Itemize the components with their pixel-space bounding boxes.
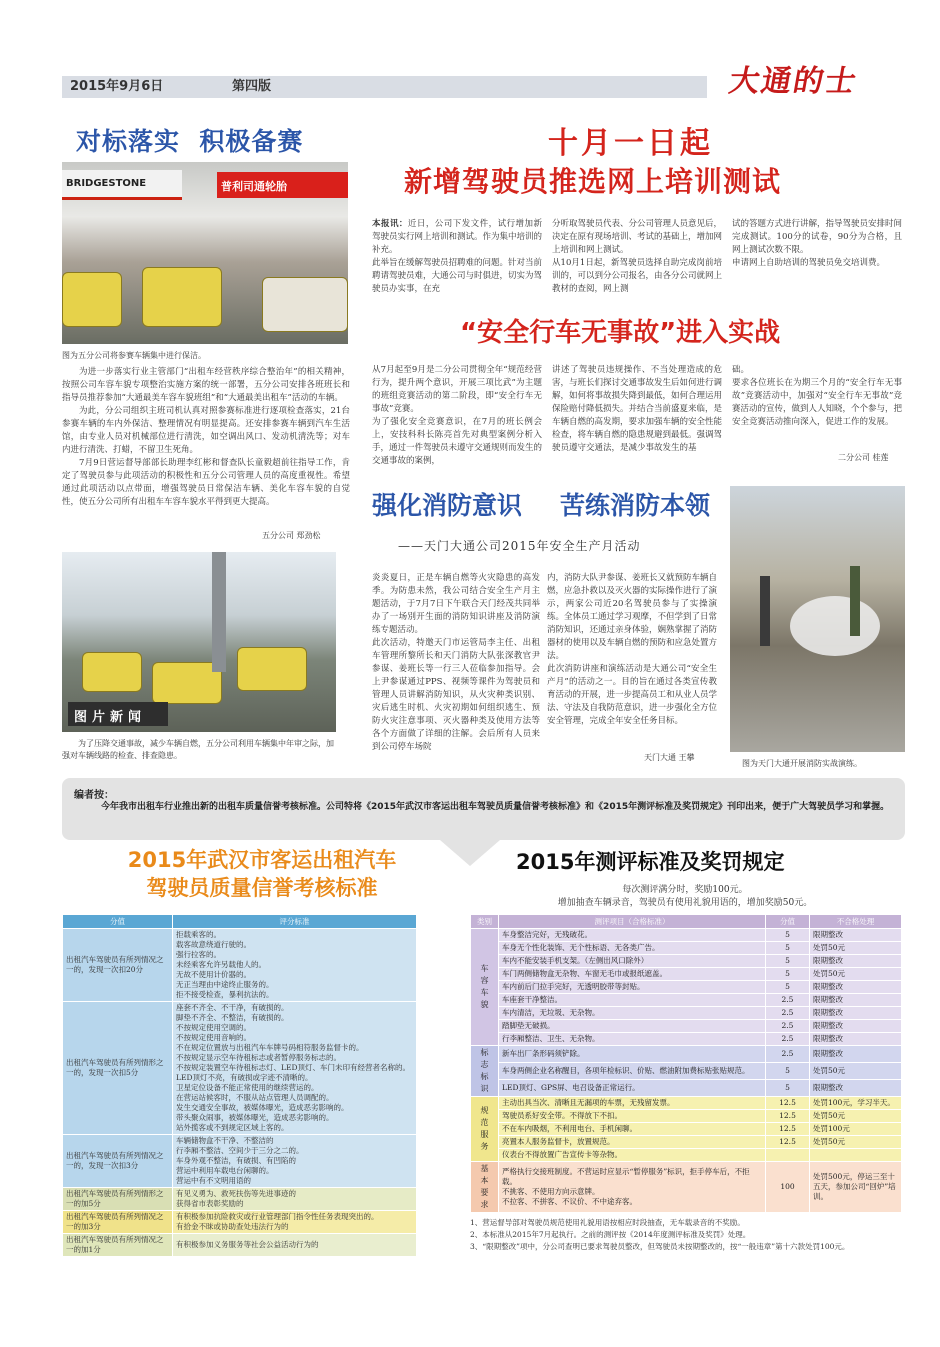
- article1-paragraph: 为此，分公司组织主班司机认真对照参赛标准进行逐项检查落实，21台参赛车辆的车内外保洁、整理情况有明显提高。还安排参赛车辆到汽车生活馆，由专业人员对机械部位进行清洗，如空调出风口、发动机清洗等；对车内进行清洗、打蜡，不留卫生死角。: [62, 406, 350, 455]
- photo-news-caption: 为了压降交通事故，减少车辆自燃，五分公司利用车辆集中年审之际，加强对车辆线路的检查、排查隐患。: [62, 739, 334, 760]
- row-category: 出租汽车驾驶员有所列情况之一的加1分: [63, 1234, 173, 1257]
- row-items: 车辆储物盒不干净、不整洁的 行李厢不整洁、空间少于三分之二的。 车身外观不整洁，有破损、有凹陷的 营运中利用车载电台闲聊的。 营运中有不文明用语的: [173, 1135, 417, 1188]
- article4-photo: [730, 486, 905, 752]
- photo-news-image: [62, 552, 336, 732]
- table-row: [471, 1110, 902, 1123]
- table-row: [471, 1162, 902, 1213]
- table-row: [471, 968, 902, 981]
- row-score: 12.5: [766, 1097, 810, 1110]
- right-section-intro: 每次测评满分时，奖励100元。 增加抽查车辆录音，驾驶员有使用礼貌用语的，增加奖励50元。: [557, 885, 813, 908]
- article1-paragraph: 7月9日营运督导部部长助理李红彬和督查队长童毅超前往指导工作，肯定了驾驶员参与此项活动的积极性和五分公司管理人员的高度重视性。希望通过此项活动以点带面，增强驾驶员日常保洁车辆、美化车容车貌的自觉性，使五分公司所有出租车车容车貌水平得到更大提高。: [62, 458, 350, 507]
- row-item: 车内前后门拉手完好，无透明胶带等封贴。: [499, 981, 766, 994]
- row-item: 车门两侧储物盒无杂物、车窗无毛巾或报纸遮盖。: [499, 968, 766, 981]
- row-category: 出租汽车驾驶员有所列情况之一的加3分: [63, 1211, 173, 1234]
- row-penalty: 限期整改: [810, 1080, 902, 1097]
- row-score: 12.5: [766, 1123, 810, 1136]
- row-item: 车内清洁，无垃圾、无杂物。: [499, 1007, 766, 1020]
- row-score: 5: [766, 968, 810, 981]
- row-category: 基 本 要 求: [471, 1162, 499, 1213]
- row-penalty: 处罚100元: [810, 1123, 902, 1136]
- editor-note-label: 编者按：: [74, 790, 114, 801]
- table-row: [63, 1211, 417, 1234]
- article4-title-b: 苦练消防本领: [560, 491, 711, 520]
- row-score: 5: [766, 955, 810, 968]
- table-header: 评分标准: [173, 915, 417, 929]
- article1-byline: 五分公司 郑劲松: [262, 531, 321, 540]
- row-score: 100: [766, 1162, 810, 1213]
- row-category: 出租汽车驾驶员有所列情形之一的加5分: [63, 1188, 173, 1211]
- row-category: 出租汽车驾驶员有所列情况之一的，发现一次扣20分: [63, 929, 173, 1002]
- row-penalty: 限期整改: [810, 1020, 902, 1033]
- table-row: [471, 1046, 902, 1063]
- row-penalty: 限期整改: [810, 994, 902, 1007]
- row-item: 驾驶员系好安全带。不得放下不扣。: [499, 1110, 766, 1123]
- article1-body: [62, 366, 350, 509]
- article4-title-a: 强化消防意识: [372, 491, 523, 520]
- article2-lead: 本报讯：: [372, 219, 408, 229]
- row-penalty: 限期整改: [810, 955, 902, 968]
- row-items: 拒载乘客的。 载客故意绕道行驶的。 强行拉客的。 未经乘客允许另载他人的。 无故不使用计价器的。 无正当理由中途终止服务的。 拒不接受检查，暴利抗法的。: [173, 929, 417, 1002]
- table-row: [471, 955, 902, 968]
- row-items: 有积极参加抗险救灾或行业管理部门指令性任务表现突出的。 有拾金不昧或协助查处违法行为的: [173, 1211, 417, 1234]
- row-item: 车身无个性化装饰、无个性标语、无各类广告。: [499, 942, 766, 955]
- table-notes: [470, 1217, 902, 1253]
- table-header: 分值: [63, 915, 173, 929]
- row-score: [766, 1149, 810, 1162]
- article4-subtitle: ——天门大通公司2015年安全生产月活动: [398, 539, 641, 553]
- bridgestone-sign: BRIDGESTONE: [62, 170, 182, 200]
- article1-paragraph: 为进一步落实行业主管部门“出租车经营秩序综合整治年”的相关精神，按照公司车容车貌专项整治实施方案的统一部署，五分公司安排各班班长和指导员推荐参加“大通最美车容车貌班组”和“大通最美出租车”活动的车辆。: [62, 367, 350, 403]
- right-table-wrap: [470, 914, 902, 1253]
- note-item: 2、本标准从2015年7月起执行。之前的测评按《2014年度测评标准及奖罚》处理。: [470, 1230, 751, 1239]
- table-row: [471, 981, 902, 994]
- article3-col3: 础。 要求各位班长在为期三个月的“安全行车无事故”竞赛活动中，加强对“安全行车无事故”竞赛活动的宣传，做到人人知晓，个个参与，把安全竞赛活动推向深入，促进工作的发展。: [732, 365, 903, 427]
- table-row: [471, 1149, 902, 1162]
- row-penalty: 限期整改: [810, 981, 902, 994]
- row-item: 新车出厂条形码须铲除。: [499, 1046, 766, 1063]
- article2-subtitle: 新增驾驶员推选网上培训测试: [404, 165, 782, 198]
- row-item: 踏脚垫无破损。: [499, 1020, 766, 1033]
- row-item: 仪表台不得放置广告宣传卡等杂物。: [499, 1149, 766, 1162]
- row-score: 5: [766, 1080, 810, 1097]
- table-row: [63, 1002, 417, 1135]
- row-items: 座套不齐全、不干净，有破损的。 脚垫不齐全、不整洁，有破损的。 不按规定使用空调的。 不按规定使用音响的。 不在规定位置放与出租汽车车牌号码相符服务监督卡的。 不按规定显示空车待租标志或者暂停服务标志的。 不按规定装置空车待租标志灯、LED顶灯、车门未印有经营者名称的。 LED顶灯不亮，有破损或字迹不清晰的。 卫星定位设备不能正常使用的继续营运的。 在营运站候客时，不服从站点管理人员调配的。 发生交通安全事故，被媒体曝光，造成恶劣影响的。 带头聚众闹事，被媒体曝光，造成恶劣影响的。 站外揽客或不到规定区域上客的。: [173, 1002, 417, 1135]
- editor-note-box: [62, 778, 905, 840]
- row-score: 2.5: [766, 1046, 810, 1063]
- table-row: [63, 1234, 417, 1257]
- article3-byline: 二分公司 桂莲: [838, 453, 889, 462]
- photo-news-label: 图片新闻: [68, 702, 168, 726]
- article2-col3: 试的答题方式进行讲解，指导驾驶员安排时间完成测试。100分的试卷，90分为合格，且网上测试次数不限。 申请网上自助培训的驾驶员免交培训费。: [732, 219, 903, 268]
- article1-photo-caption: 图为五分公司将参赛车辆集中进行保洁。: [62, 351, 206, 360]
- article1-title: 对标落实 积极备赛: [76, 127, 304, 156]
- row-category: 出租汽车驾驶员有所列情形之一的，发现一次扣5分: [63, 1002, 173, 1135]
- row-item: 车座套干净整洁。: [499, 994, 766, 1007]
- table-header: 不合格处理: [810, 915, 902, 929]
- row-penalty: 处罚500元，停运三至十五天，参加公司“回炉”培训。: [810, 1162, 902, 1213]
- article2-col1: 本报讯：近日，公司下发文件，试行增加新驾驶员实行网上培训和测试。作为集中培训的补充。 此举旨在缓解驾驶员招聘难的问题。针对当前聘请驾驶员难，大通公司与时俱进，切实为驾驶员办实事，在充: [372, 219, 543, 294]
- row-items: 有见义勇为、救死扶伤等先进事迹的 获得省市表彰奖励的: [173, 1188, 417, 1211]
- article4-photo-caption: 图为天门大通开展消防实战演练。: [742, 759, 862, 768]
- table-row: [471, 1063, 902, 1080]
- row-category: 规 范 服 务: [471, 1097, 499, 1162]
- note-item: 1、营运督导部对驾驶员规范使用礼貌用语按相应时段抽查，无车载录音的不奖励。: [470, 1218, 745, 1227]
- row-penalty: 处罚100元，学习半天。: [810, 1097, 902, 1110]
- row-items: 有积极参加义务服务等社会公益活动行为的: [173, 1234, 417, 1257]
- table-row: [471, 1007, 902, 1020]
- article2-col2: 分听取驾驶员代表、分公司管理人员意见后，决定在原有现场培训、考试的基础上，增加网上培训和网上测试。 从10月1日起，新驾驶员选择自助完成岗前培训的，可以到分公司报名，由各分公司就网上教材的查阅，网上测: [552, 219, 723, 294]
- table-header: 分值: [766, 915, 810, 929]
- row-item: 行李厢整洁、卫生、无杂物。: [499, 1033, 766, 1046]
- table-row: [471, 1123, 902, 1136]
- table-header: 测评项目（合格标准）: [499, 915, 766, 929]
- row-penalty: 处罚50元: [810, 1063, 902, 1080]
- row-penalty: 限期整改: [810, 1007, 902, 1020]
- row-score: 2.5: [766, 994, 810, 1007]
- row-item: 严格执行交接班制度。不营运时应显示“暂停服务”标识，拒手停车后，不拒载。 不挑客、不使用方向示意牌。 不拉客、不拼客、不议价、不中途弃客。: [499, 1162, 766, 1213]
- article3-col1: 从7月起至9月是二分公司贯彻全年“规范经营行为，提升两个意识，开展三项比武”为主题的班组竞赛活动的第二阶段，即“安全行车无事故”竞赛。 为了强化安全竞赛意识，在7月的班长例会上，安技科科长陈亮首先对典型案例分析入手，通过一件驾驶员未遵守交通规则而发生的交通事故的案例，: [372, 365, 543, 466]
- table-row: [471, 1097, 902, 1110]
- left-table-wrap: [62, 914, 417, 1257]
- table-row: [63, 929, 417, 1002]
- article4-col1: 炎炎夏日，正是车辆自燃等火灾隐患的高发季。为防患未然，我公司结合安全生产月主题活动，于7月7日下午联合天门经茂共同举办了一场別开生面的消防知识讲座及消防演练专题活动。 此次活动，特邀天门市运管局李主任、出租车管理所黎所长和天门消防大队张深教官尹参谋、姜班长等一行三人莅临参加指导。会上尹参谋通过PPS、视频等课件为驾驶员和管理人员讲解消防知识，从火灾种类识别、灾后逃生时机、火灾初期如何组织逃生、预防火灾注意事项、灭火器种类及使用方法等各个方面做了详细的注解。会后所有人员来到公司停车场院: [372, 573, 540, 752]
- row-score: 5: [766, 942, 810, 955]
- row-penalty: 处罚50元: [810, 942, 902, 955]
- table-row: [63, 1135, 417, 1188]
- table-row: [63, 1188, 417, 1211]
- row-penalty: 限期整改: [810, 1046, 902, 1063]
- row-score: 12.5: [766, 1110, 810, 1123]
- row-score: 5: [766, 981, 810, 994]
- table-row: [471, 1080, 902, 1097]
- row-category: 出租汽车驾驶员有所列情况之一的，发现一次扣3分: [63, 1135, 173, 1188]
- row-penalty: 限期整改: [810, 929, 902, 942]
- row-item: 亮置本人服务监督卡，放置规范。: [499, 1136, 766, 1149]
- right-section-title: 2015年测评标准及奖罚规定: [516, 850, 785, 874]
- credit-standard-table: [62, 914, 417, 1257]
- row-score: 2.5: [766, 1020, 810, 1033]
- editor-note-pointer: [440, 840, 500, 866]
- table-row: [471, 994, 902, 1007]
- article3-title: “安全行车无事故”进入实战: [460, 318, 781, 348]
- masthead-logo: 大通的士: [726, 64, 861, 99]
- table-row: [471, 1020, 902, 1033]
- row-category: 车 容 车 貌: [471, 929, 499, 1046]
- issue-date: 2015年9月6日: [70, 79, 164, 94]
- row-item: 车身两侧企业名称醒目，各项年检标识、价贴、燃油附加费标贴张贴规范。: [499, 1063, 766, 1080]
- row-score: 12.5: [766, 1136, 810, 1149]
- table-header: 类别: [471, 915, 499, 929]
- table-row: [471, 942, 902, 955]
- editor-note-text: 今年我市出租车行业推出新的出租车质量信誉考核标准。公司特将《2015年武汉市客运出租车驾驶员质量信誉考核标准》和《2015年测评标准及奖罚规定》刊印出来，便于广大驾驶员学习和掌握。: [101, 802, 890, 812]
- row-category: 标 志 标 识: [471, 1046, 499, 1097]
- row-penalty: 处罚50元: [810, 968, 902, 981]
- article3-col2: 讲述了驾驶员违规操作、不当处理造成的危害，与班长们探讨交通事故发生后如何进行调解，如何将事故损失降到最低，如何合理运用保险赔付降低损失。并结合当前盛夏来临，是车辆自燃的高发期，要求加强车辆的安全性能检查，将车辆自燃的隐患规避到最低。强调驾驶员遵守交通法，是减少事故发生的基: [552, 365, 723, 453]
- page-number: 第四版: [232, 79, 272, 94]
- left-section-title: 2015年武汉市客运出租汽车 驾驶员质量信誉考核标准: [127, 848, 397, 900]
- shop-sign: 普利司通轮胎: [217, 172, 348, 198]
- row-score: 5: [766, 1063, 810, 1080]
- table-row: [471, 1033, 902, 1046]
- row-item: 车身整洁完好，无残破花。: [499, 929, 766, 942]
- row-item: LED顶灯、GPS屏、电召设备正常运行。: [499, 1080, 766, 1097]
- row-score: 2.5: [766, 1033, 810, 1046]
- row-item: 主动出具当次、清晰且无漏项的车票，无残留发票。: [499, 1097, 766, 1110]
- row-item: 车内不能安装手机支架。（左侧出风口除外）: [499, 955, 766, 968]
- row-score: 5: [766, 929, 810, 942]
- row-penalty: [810, 1149, 902, 1162]
- date-bar: [62, 76, 707, 98]
- evaluation-table: [470, 914, 902, 1213]
- row-penalty: 处罚50元: [810, 1110, 902, 1123]
- row-penalty: 处罚50元: [810, 1136, 902, 1149]
- article4-col2: 内，消防大队尹参谋、姜班长又就预防车辆自燃，应急扑救以及灭火器的实际操作进行了演示，两家公司近20名驾驶员参与了实操演练。全体员工通过学习观摩，不但学到了日常消防知识，还通过亲身体验，娴熟掌握了消防器材的使用以及车辆自燃的预防和应急处置方法。 此次消防讲座和演练活动是大通公司“安全生产月”的活动之一。目的旨在通过各类宣传教育活动的开展，进一步提高员工和从业人员学法、守法及自我防范意识，进一步强化全方位安全管理，完成全年安全任务目标。: [547, 573, 718, 726]
- article4-byline: 天门大通 王攀: [644, 753, 695, 762]
- article2-title: 十月一日起: [548, 126, 713, 161]
- row-item: 不在车内吸烟，不利用电台、手机闲聊。: [499, 1123, 766, 1136]
- table-row: [471, 1136, 902, 1149]
- note-item: 3、“限期整改”项中，分公司查明已要求驾驶员整改，但驾驶员未按期整改的，按“一般违章”第十六款处罚100元。: [470, 1242, 850, 1251]
- row-penalty: 限期整改: [810, 1033, 902, 1046]
- table-row: [471, 929, 902, 942]
- row-score: 2.5: [766, 1007, 810, 1020]
- article1-photo: [62, 162, 348, 344]
